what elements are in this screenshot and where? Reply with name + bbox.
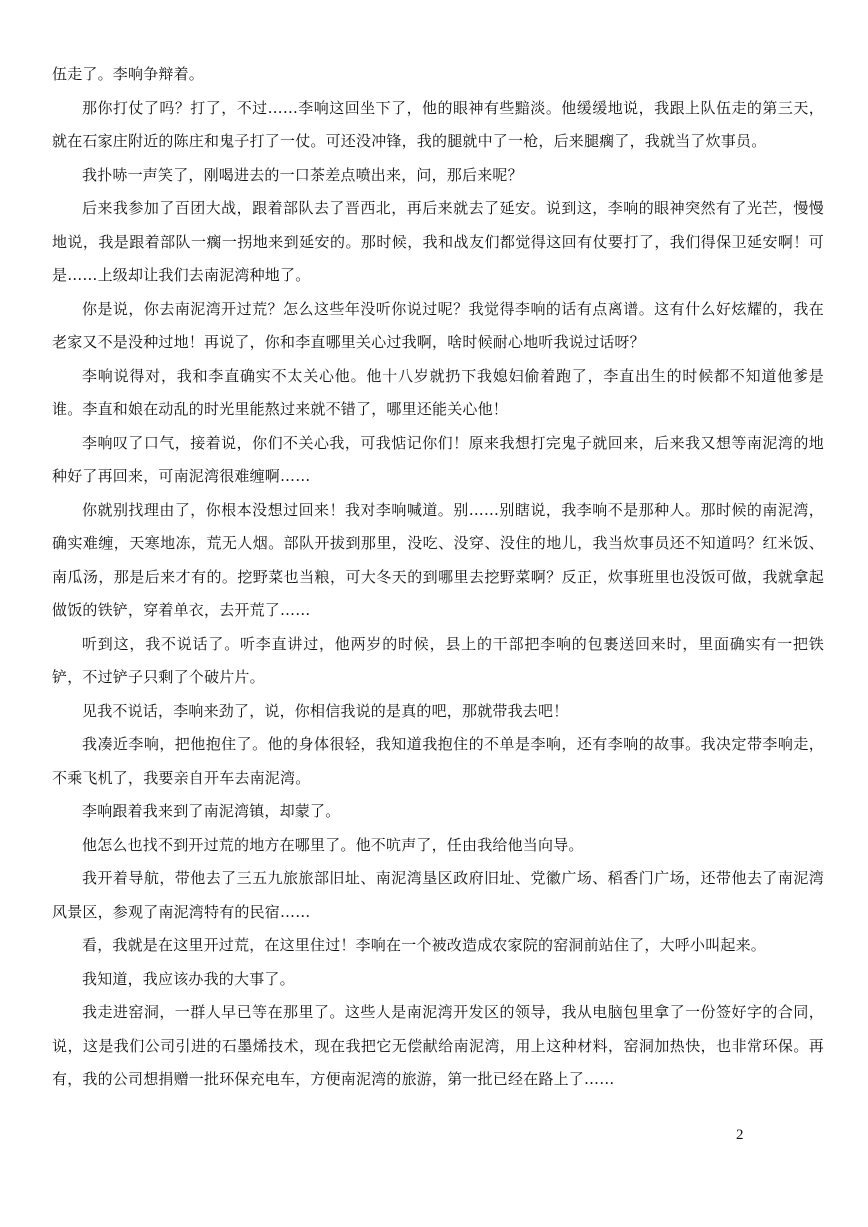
paragraph-6: 李响说得对，我和李直确实不太关心他。他十八岁就扔下我媳妇偷着跑了，李直出生的时候都不知道他爹是谁。李直和娘在动乱的时光里能熬过来就不错了，哪里还能关心他！ bbox=[52, 366, 824, 418]
page-number: 2 bbox=[736, 1127, 744, 1143]
paragraph-13: 他怎么也找不到开过荒的地方在哪里了。他不吭声了，任由我给他当向导。 bbox=[82, 835, 584, 854]
paragraph-3: 我扑哧一声笑了，刚喝进去的一口茶差点喷出来，问，那后来呢？ bbox=[82, 165, 523, 184]
paragraph-2: 那你打仗了吗？打了，不过……李响这回坐下了，他的眼神有些黯淡。他缓缓地说，我跟上队伍走的第三天，就在石家庄附近的陈庄和鬼子打了一仗。可还没冲锋，我的腿就中了一枪，后来腿瘸了，我就当了炊事员。 bbox=[52, 98, 824, 150]
paragraph-17: 我走进窑洞，一群人早已等在那里了。这些人是南泥湾开发区的领导，我从电脑包里拿了一份签好字的合同，说，这是我们公司引进的石墨烯技术，现在我把它无偿献给南泥湾，用上这种材料，窑洞加热快，也非常环保。再有，我的公司想捐赠一批环保充电车，方便南泥湾的旅游，第一批已经在路上了…… bbox=[52, 1003, 824, 1088]
paragraph-10: 见我不说话，李响来劲了，说，你相信我说的是真的吧，那就带我去吧！ bbox=[82, 701, 569, 720]
paragraph-4: 后来我参加了百团大战，跟着部队去了晋西北，再后来就去了延安。说到这，李响的眼神突然有了光芒，慢慢地说，我是跟着部队一瘸一拐地来到延安的。那时候，我和战友们都觉得这回有仗要打了，我们得保卫延安啊！可是……上级却让我们去南泥湾种地了。 bbox=[52, 199, 824, 284]
document-body bbox=[52, 58, 824, 1097]
paragraph-8: 你就别找理由了，你根本没想过回来！我对李响喊道。别……别瞎说，我李响不是那种人。那时候的南泥湾，确实难缠，天寒地冻，荒无人烟。部队开拔到那里，没吃、没穿、没住的地儿，我当炊事员还不知道吗？红米饭、南瓜汤，那是后来才有的。挖野菜也当粮，可大冬天的到哪里去挖野菜啊？反正，炊事班里也没饭可做，我就拿起做饭的铁铲，穿着单衣，去开荒了…… bbox=[52, 500, 824, 619]
paragraph-5: 你是说，你去南泥湾开过荒？怎么这些年没听你说过呢？我觉得李响的话有点离谱。这有什么好炫耀的，我在老家又不是没种过地！再说了，你和李直哪里关心过我啊，啥时候耐心地听我说过话呀？ bbox=[52, 299, 824, 351]
paragraph-14: 我开着导航，带他去了三五九旅旅部旧址、南泥湾垦区政府旧址、党徽广场、稻香门广场，还带他去了南泥湾风景区，参观了南泥湾特有的民宿…… bbox=[52, 869, 824, 921]
paragraph-16: 我知道，我应该办我的大事了。 bbox=[82, 969, 295, 988]
paragraph-9: 听到这，我不说话了。听李直讲过，他两岁的时候，县上的干部把李响的包裹送回来时，里面确实有一把铁铲，不过铲子只剩了个破片片。 bbox=[52, 634, 824, 686]
paragraph-11: 我凑近李响，把他抱住了。他的身体很轻，我知道我抱住的不单是李响，还有李响的故事。我决定带李响走，不乘飞机了，我要亲自开车去南泥湾。 bbox=[52, 735, 824, 787]
paragraph-7: 李响叹了口气，接着说，你们不关心我，可我惦记你们！原来我想打完鬼子就回来，后来我又想等南泥湾的地种好了再回来，可南泥湾很难缠啊…… bbox=[52, 433, 824, 485]
paragraph-12: 李响跟着我来到了南泥湾镇，却蒙了。 bbox=[82, 802, 341, 820]
paragraph-1: 伍走了。李响争辩着。 bbox=[52, 65, 205, 83]
paragraph-15: 看，我就是在这里开过荒，在这里住过！李响在一个被改造成农家院的窑洞前站住了，大呼小叫起来。 bbox=[82, 936, 767, 954]
